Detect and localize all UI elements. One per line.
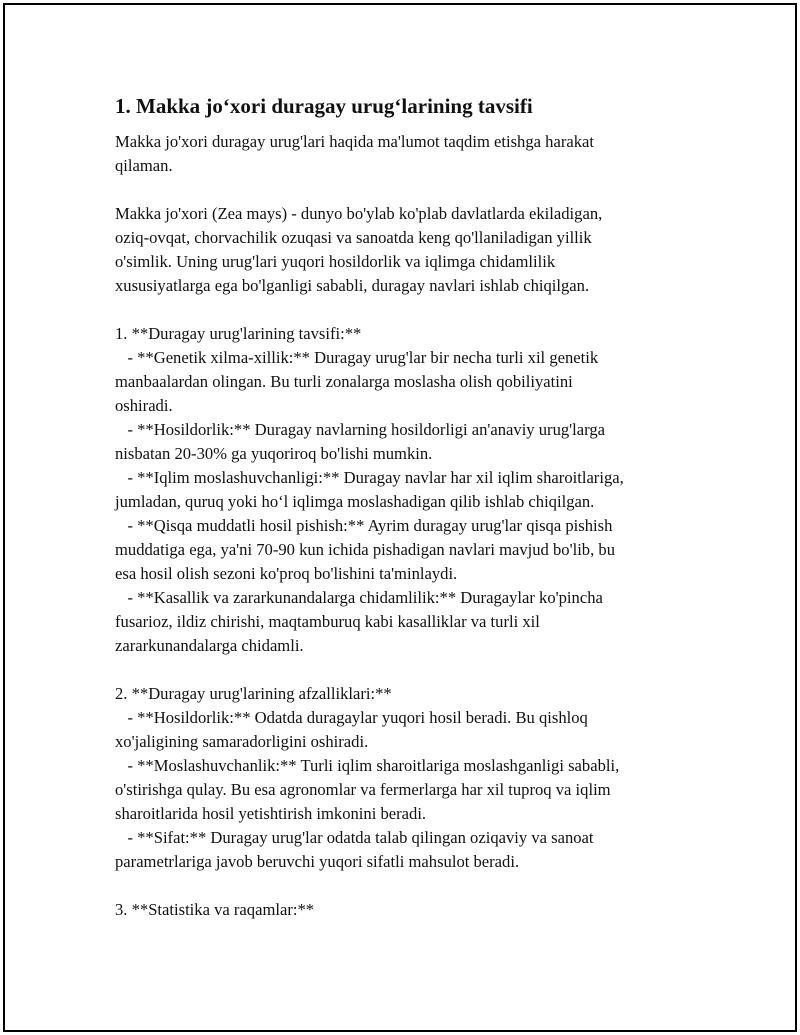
section-heading: 3. **Statistika va raqamlar:**: [115, 900, 315, 919]
text-line: - **Hosildorlik:** Duragay navlarning hosildorligi an'anaviy urug'larga: [115, 420, 606, 439]
section-statistics: [115, 898, 685, 922]
text-line: nisbatan 20-30% ga yuqoriroq bo'lishi mumkin.: [115, 444, 433, 463]
text-line: Makka jo'xori (Zea mays) - dunyo bo'ylab ko'plab davlatlarda ekiladigan,: [115, 204, 603, 223]
text-line: - **Kasallik va zararkunandalarga chidamlilik:** Duragaylar ko'pincha: [115, 588, 603, 607]
text-line: esa hosil olish sezoni ko'proq bo'lishini ta'minlaydi.: [115, 564, 458, 583]
text-line: xususiyatlarga ega bo'lganligi sababli, duragay navlari ishlab chiqilgan.: [115, 276, 590, 295]
text-line: muddatiga ega, ya'ni 70-90 kun ichida pishadigan navlari mavjud bo'lib, bu: [115, 540, 615, 559]
text-line: oziq-ovqat, chorvachilik ozuqasi va sanoatda keng qo'llaniladigan yillik: [115, 228, 592, 247]
text-line: - **Qisqa muddatli hosil pishish:** Ayrim duragay urug'lar qisqa pishish: [115, 516, 613, 535]
text-line: o'simlik. Uning urug'lari yuqori hosildorlik va iqlimga chidamlilik: [115, 252, 556, 271]
text-line: - **Moslashuvchanlik:** Turli iqlim sharoitlariga moslashganligi sababli,: [115, 756, 620, 775]
text-line: - **Iqlim moslashuvchanligi:** Duragay navlar har xil iqlim sharoitlariga,: [115, 468, 624, 487]
text-line: zararkunandalarga chidamli.: [115, 636, 304, 655]
text-line: fusarioz, ildiz chirishi, maqtamburuq kabi kasalliklar va turli xil: [115, 612, 540, 631]
text-line: qilaman.: [115, 156, 173, 175]
text-line: - **Genetik xilma-xillik:** Duragay urug'lar bir necha turli xil genetik: [115, 348, 599, 367]
intro-paragraph: [115, 130, 685, 178]
text-line: xo'jaligining samaradorligini oshiradi.: [115, 732, 369, 751]
section-heading: 2. **Duragay urug'larining afzalliklari:**: [115, 684, 392, 703]
overview-paragraph: [115, 202, 685, 298]
text-line: parametrlariga javob beruvchi yuqori sifatli mahsulot beradi.: [115, 852, 520, 871]
text-line: Makka jo'xori duragay urug'lari haqida ma'lumot taqdim etishga harakat: [115, 132, 594, 151]
text-line: - **Sifat:** Duragay urug'lar odatda talab qilingan oziqaviy va sanoat: [115, 828, 594, 847]
text-line: oshiradi.: [115, 396, 173, 415]
section-heading: 1. **Duragay urug'larining tavsifi:**: [115, 324, 362, 343]
text-line: - **Hosildorlik:** Odatda duragaylar yuqori hosil beradi. Bu qishloq: [115, 708, 588, 727]
text-line: sharoitlarida hosil yetishtirish imkonini beradi.: [115, 804, 427, 823]
text-line: o'stirishga qulay. Bu esa agronomlar va fermerlarga har xil tuproq va iqlim: [115, 780, 611, 799]
section-hybrid-advantages: [115, 682, 685, 874]
text-line: jumladan, quruq yoki ho‘l iqlimga moslashadigan qilib ishlab chiqilgan.: [115, 492, 595, 511]
document-title: 1. Makka jo‘xori duragay urug‘larining tavsifi: [115, 94, 533, 118]
section-hybrid-description: [115, 322, 685, 658]
text-line: manbaalardan olingan. Bu turli zonalarga moslasha olish qobiliyatini: [115, 372, 573, 391]
document-body: [115, 92, 685, 922]
